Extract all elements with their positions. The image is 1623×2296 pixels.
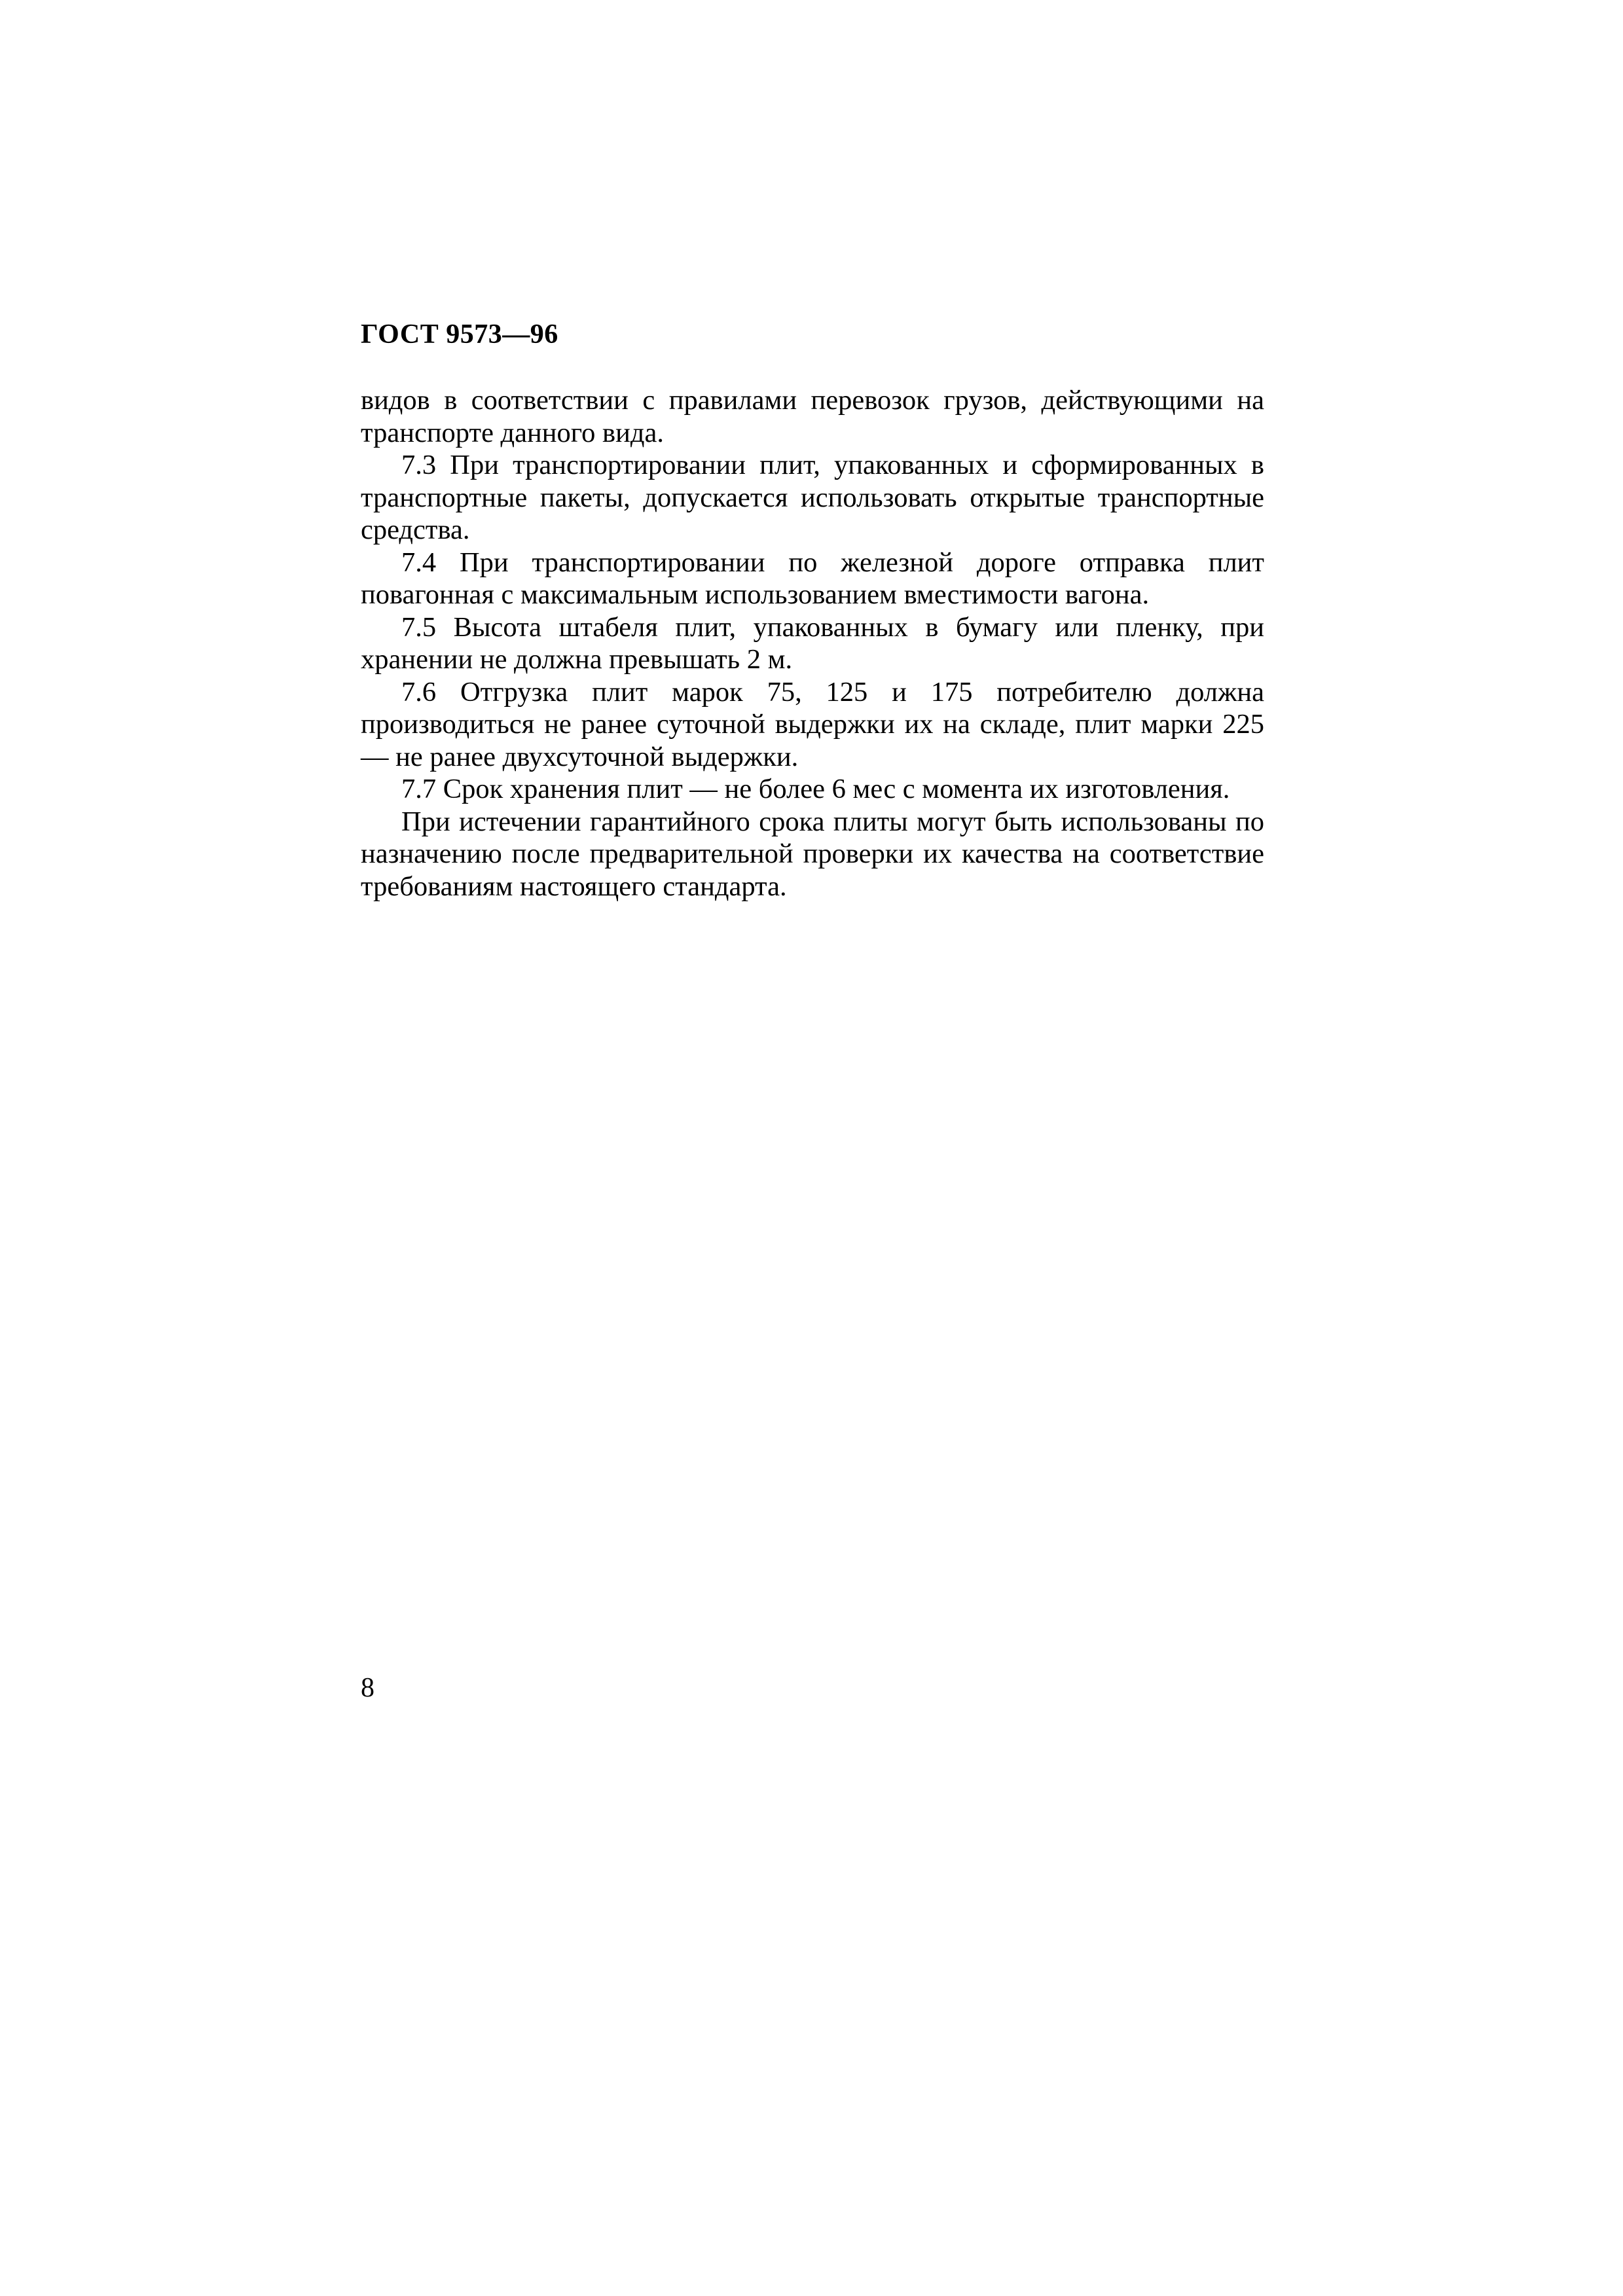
paragraph-continuation: видов в соответствии с правилами перевозок грузов, действующими на транспорте данного вида. [361,385,1264,448]
page-header: ГОСТ 9573—96 [361,319,558,350]
document-body [361,384,1264,903]
paragraph-warranty-expiry: При истечении гарантийного срока плиты могут быть использованы по назначению после предварительной проверки их качества на соответствие требованиям настоящего стандарта. [361,806,1264,902]
paragraph-7-3: 7.3 При транспортировании плит, упакованных и сформированных в транспортные пакеты, допускается использовать открытые транспортные средства. [361,450,1264,545]
page-number: 8 [361,1673,374,1703]
paragraph-7-4: 7.4 При транспортировании по железной дороге отправка плит повагонная с максимальным использованием вместимости вагона. [361,547,1264,610]
paragraph-7-5: 7.5 Высота штабеля плит, упакованных в бумагу или пленку, при хранении не должна превышать 2 м. [361,611,1264,675]
paragraph-7-6: 7.6 Отгрузка плит марок 75, 125 и 175 потребителю должна производиться не ранее суточной выдержки их на складе, плит марки 225 — не ранее двухсуточной выдержки. [361,676,1264,772]
paragraph-7-7: 7.7 Срок хранения плит — не более 6 мес с момента их изготовления. [401,774,1230,804]
